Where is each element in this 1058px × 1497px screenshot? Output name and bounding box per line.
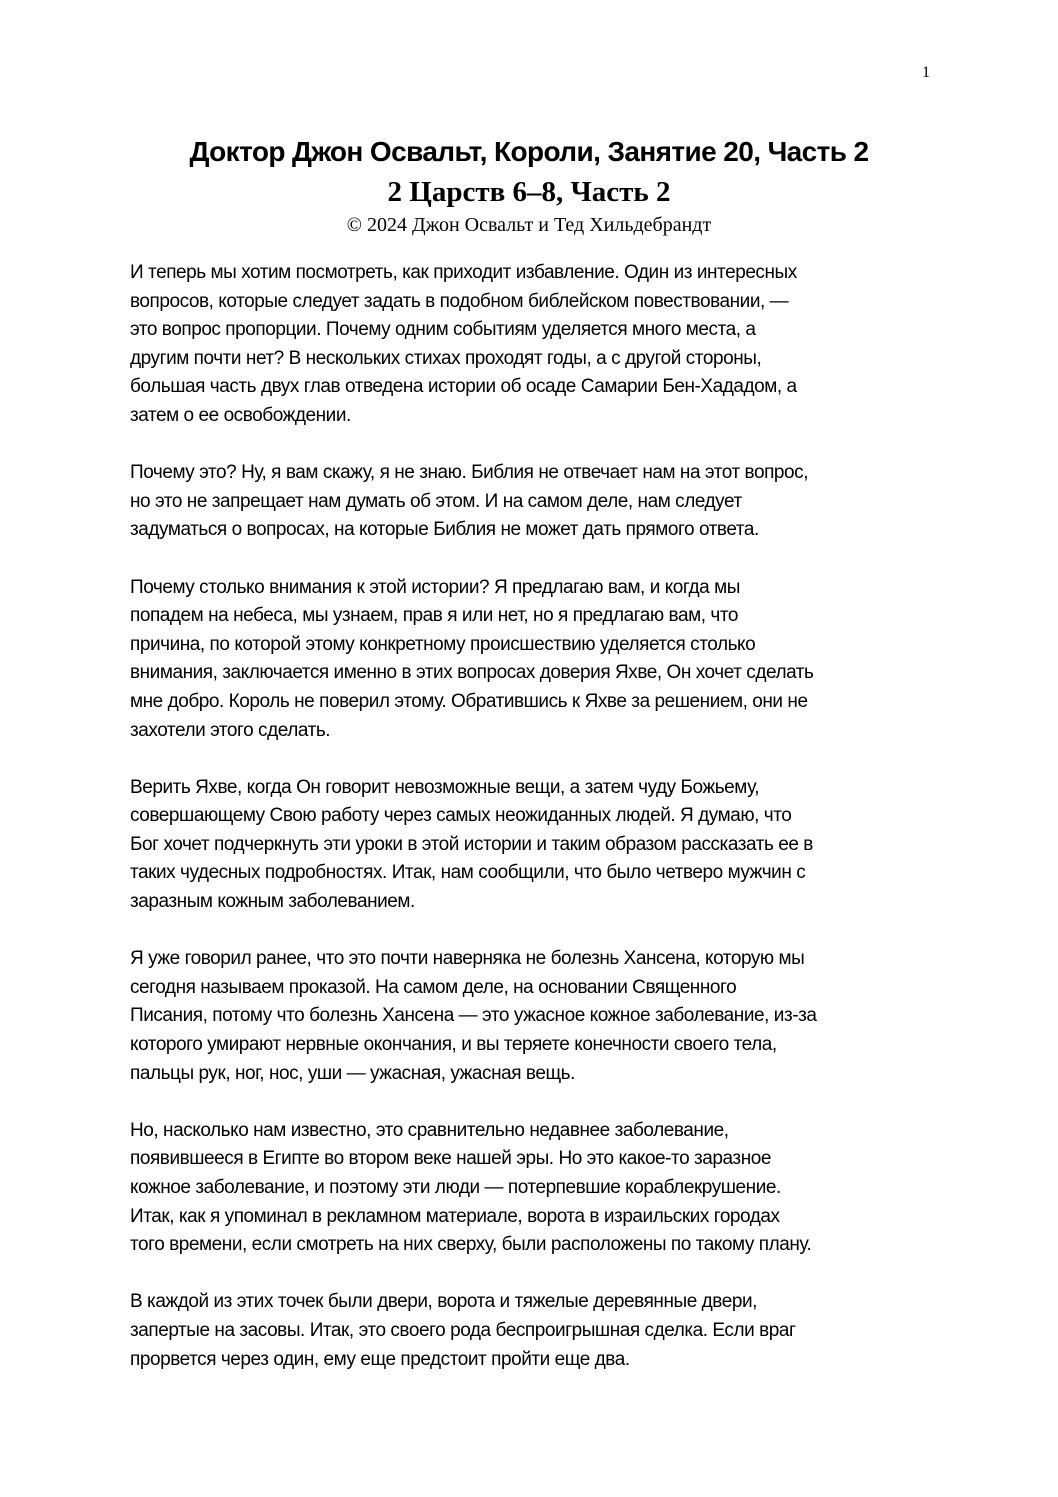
text-line: прорвется через один, ему еще предстоит пройти еще два. — [130, 1348, 630, 1370]
paragraph — [130, 574, 950, 746]
page-number: 1 — [922, 64, 930, 81]
text-line: Почему это? Ну, я вам скажу, я не знаю. Библия не отвечает нам на этот вопрос, — [130, 462, 809, 484]
text-line: затем о ее освобождении. — [130, 404, 351, 426]
text-line: И теперь мы хотим посмотреть, как приходит избавление. Один из интересных — [130, 262, 797, 283]
text-line: таких чудесных подробностях. Итак, нам сообщили, что было четверо мужчин с — [130, 862, 806, 884]
text-line: пальцы рук, ног, нос, уши — ужасная, ужасная вещь. — [130, 1062, 575, 1084]
text-line: Писания, потому что болезнь Хансена — это ужасное кожное заболевание, из-за — [130, 1005, 817, 1027]
text-line: кожное заболевание, и поэтому эти люди — потерпевшие кораблекрушение. — [130, 1177, 781, 1198]
text-line: мне добро. Король не поверил этому. Обратившись к Яхве за решением, они не — [130, 690, 808, 712]
text-line: сегодня называем проказой. На самом деле, на основании Священного — [130, 976, 737, 998]
text-line: захотели этого сделать. — [130, 719, 331, 741]
text-line: заразным кожным заболеванием. — [130, 891, 415, 913]
paragraph — [130, 1117, 950, 1260]
text-line: Верить Яхве, когда Он говорит невозможные вещи, а затем чуду Божьему, — [130, 776, 760, 798]
document-title: Доктор Джон Освальт, Короли, Занятие 20, Часть 2 — [189, 136, 869, 167]
document-body — [130, 259, 950, 1403]
text-line: другим почти нет? В нескольких стихах проходят годы, а с другой стороны, — [130, 347, 762, 369]
text-line: которого умирают нервные окончания, и вы теряете конечности своего тела, — [130, 1034, 777, 1056]
paragraph — [130, 259, 950, 431]
text-line: запертые на засовы. Итак, это своего рода беспроигрышная сделка. Если враг — [130, 1319, 796, 1341]
text-line: появившееся в Египте во втором веке нашей эры. Но это какое-то заразное — [130, 1148, 771, 1170]
paragraph — [130, 945, 950, 1088]
text-line: задуматься о вопросах, на которые Библия не может дать прямого ответа. — [130, 519, 759, 541]
text-line: того времени, если смотреть на них сверху, были расположены по такому плану. — [130, 1234, 812, 1256]
text-line: но это не запрещает нам думать об этом. И на самом деле, нам следует — [130, 490, 742, 512]
text-line: Почему столько внимания к этой истории? Я предлагаю вам, и когда мы — [130, 576, 740, 598]
paragraph — [130, 459, 950, 545]
text-line: В каждой из этих точек были двери, ворота и тяжелые деревянные двери, — [130, 1291, 757, 1313]
text-line: Я уже говорил ранее, что это почти наверняка не болезнь Хансена, которую мы — [130, 948, 805, 970]
text-line: совершающему Свою работу через самых неожиданных людей. Я думаю, что — [130, 805, 792, 827]
text-line: большая часть двух глав отведена истории об осаде Самарии Бен-Хададом, а — [130, 376, 797, 398]
copyright-line: © 2024 Джон Освальт и Тед Хильдебрандт — [346, 214, 712, 236]
text-line: вопросов, которые следует задать в подобном библейском повествовании, — — [130, 290, 789, 312]
paragraph — [130, 774, 950, 917]
text-line: попадем на небеса, мы узнаем, прав я или нет, но я предлагаю вам, что — [130, 605, 738, 627]
text-line: причина, по которой этому конкретному происшествию уделяется столько — [130, 633, 756, 655]
text-line: Бог хочет подчеркнуть эти уроки в этой истории и таким образом рассказать ее в — [130, 833, 813, 855]
paragraph — [130, 1288, 950, 1374]
text-line: Но, насколько нам известно, это сравнительно недавнее заболевание, — [130, 1119, 729, 1141]
document-subtitle: 2 Царств 6–8, Часть 2 — [387, 176, 671, 208]
text-line: внимания, заключается именно в этих вопросах доверия Яхве, Он хочет сделать — [130, 662, 814, 684]
text-line: это вопрос пропорции. Почему одним событиям уделяется много места, а — [130, 319, 756, 341]
text-line: Итак, как я упоминал в рекламном материале, ворота в израильских городах — [130, 1205, 780, 1227]
